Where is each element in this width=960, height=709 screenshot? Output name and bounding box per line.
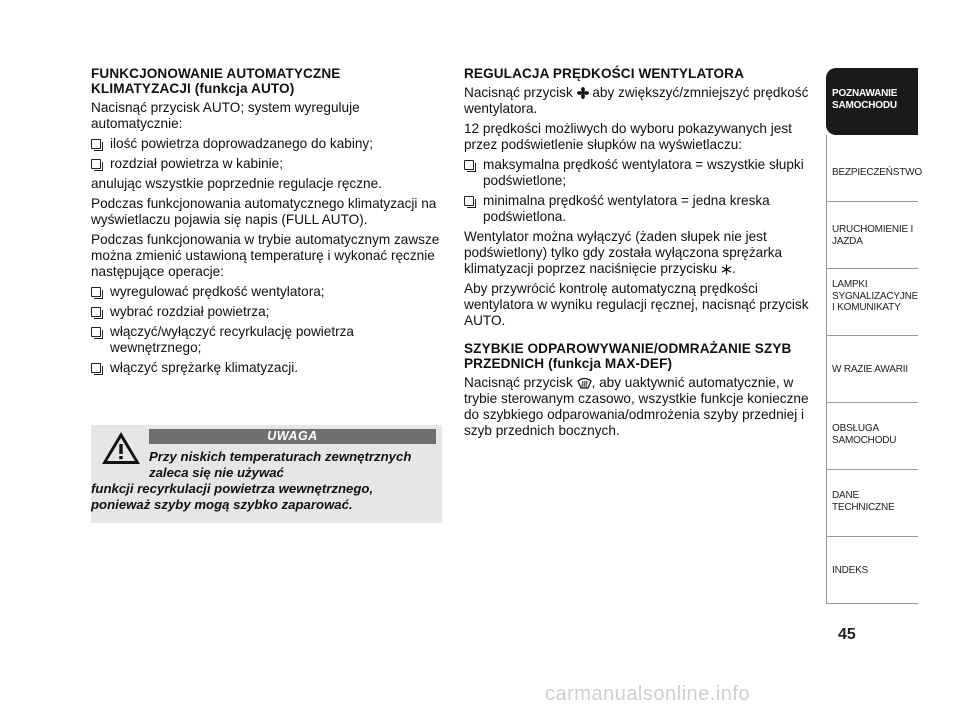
paragraph: Nacisnąć przycisk aby zwiększyć/zmniejszyć prędkość wentylatora.: [464, 85, 809, 116]
checkbox-bullet-icon: [464, 196, 474, 206]
list-item: wyregulować prędkość wentylatora;: [91, 284, 443, 300]
list-item: rozdział powietrza w kabinie;: [91, 156, 443, 172]
tab-indeks[interactable]: INDEKS: [826, 537, 918, 604]
checkbox-bullet-icon: [91, 139, 101, 149]
paragraph: Podczas funkcjonowania automatycznego klimatyzacji na wyświetlaczu pojawia się napis (FULL AUTO).: [91, 196, 437, 227]
max-def-icon: [577, 377, 592, 389]
right-column: [464, 66, 816, 443]
paragraph: Nacisnąć przycisk , aby uaktywnić automatycznie, w trybie sterowanym czasowo, wszystkie funkcje konieczne do szybkiego odparowania/odmrożenia szyby przedniej i szyb przednich bocznych.: [464, 375, 809, 438]
paragraph: Wentylator można wyłączyć (żaden słupek nie jest podświetlony) tylko gdy została wyłączona sprężarka klimatyzacji poprzez naciśnięcie przycisku .: [464, 229, 783, 276]
left-column: [91, 66, 443, 380]
paragraph: Aby przywrócić kontrolę automatyczną prędkości wentylatora w wyniku regulacji ręcznej, nacisnąć przycisk AUTO.: [464, 281, 809, 328]
paragraph: 12 prędkości możliwych do wyboru pokazywanych jest przez podświetlenie słupków na wyświetlaczu:: [464, 121, 792, 152]
tab-poznawanie-samochodu[interactable]: POZNAWANIE SAMOCHODU: [826, 68, 918, 135]
list-item: włączyć sprężarkę klimatyzacji.: [91, 360, 443, 376]
watermark: carmanualsonline.info: [545, 683, 751, 705]
chapter-sidebar: [826, 68, 922, 604]
list-item: włączyć/wyłączyć recyrkulację powietrza wewnętrznego;: [91, 324, 443, 356]
warning-box: [91, 425, 442, 523]
tab-bezpieczenstwo[interactable]: BEZPIECZEŃSTWO: [826, 135, 918, 202]
fan-speed-heading: REGULACJA PRĘDKOŚCI WENTYLATORA: [464, 66, 745, 81]
tab-obsluga-samochodu[interactable]: OBSŁUGA SAMOCHODU: [826, 403, 918, 470]
checkbox-bullet-icon: [91, 327, 101, 337]
paragraph: Podczas funkcjonowania w trybie automatycznym zawsze można zmienić ustawioną temperaturę i wykonać ręcznie następujące operacje:: [91, 232, 440, 279]
snowflake-icon: [721, 264, 732, 275]
checkbox-bullet-icon: [91, 307, 101, 317]
tab-dane-techniczne[interactable]: DANE TECHNICZNE: [826, 470, 918, 537]
list-item: maksymalna prędkość wentylatora = wszystkie słupki podświetlone;: [464, 157, 816, 189]
checkbox-bullet-icon: [91, 159, 101, 169]
tab-lampki-sygnalizacyjne[interactable]: LAMPKI SYGNALIZACYJNE I KOMUNIKATY: [826, 269, 918, 336]
list-item: wybrać rozdział powietrza;: [91, 304, 443, 320]
checkbox-bullet-icon: [91, 287, 101, 297]
max-def-heading: SZYBKIE ODPAROWYWANIE/ODMRAŻANIE SZYB PRZEDNICH (funkcja MAX-DEF): [464, 341, 792, 371]
page-number: 45: [838, 626, 856, 643]
tab-w-razie-awarii[interactable]: W RAZIE AWARII: [826, 336, 918, 403]
fan-icon: [577, 87, 589, 99]
auto-heading: FUNKCJONOWANIE AUTOMATYCZNE KLIMATYZACJI (funkcja AUTO): [91, 66, 341, 96]
checkbox-bullet-icon: [464, 160, 474, 170]
warning-label: UWAGA: [149, 429, 436, 444]
list-item: ilość powietrza doprowadzanego do kabiny;: [91, 136, 443, 152]
list-item: minimalna prędkość wentylatora = jedna kreska podświetlona.: [464, 193, 816, 225]
checkbox-bullet-icon: [91, 363, 101, 373]
warning-text: Przy niskich temperaturach zewnętrznych zaleca się nie używać funkcji recyrkulacji powietrza wewnętrznego, ponieważ szyby mogą szybko zaparować.: [91, 449, 412, 512]
paragraph: anulując wszystkie poprzednie regulacje ręczne.: [91, 176, 382, 191]
paragraph: Nacisnąć przycisk AUTO; system wyreguluje automatycznie:: [91, 100, 360, 131]
tab-uruchomienie-i-jazda[interactable]: URUCHOMIENIE I JAZDA: [826, 202, 918, 269]
